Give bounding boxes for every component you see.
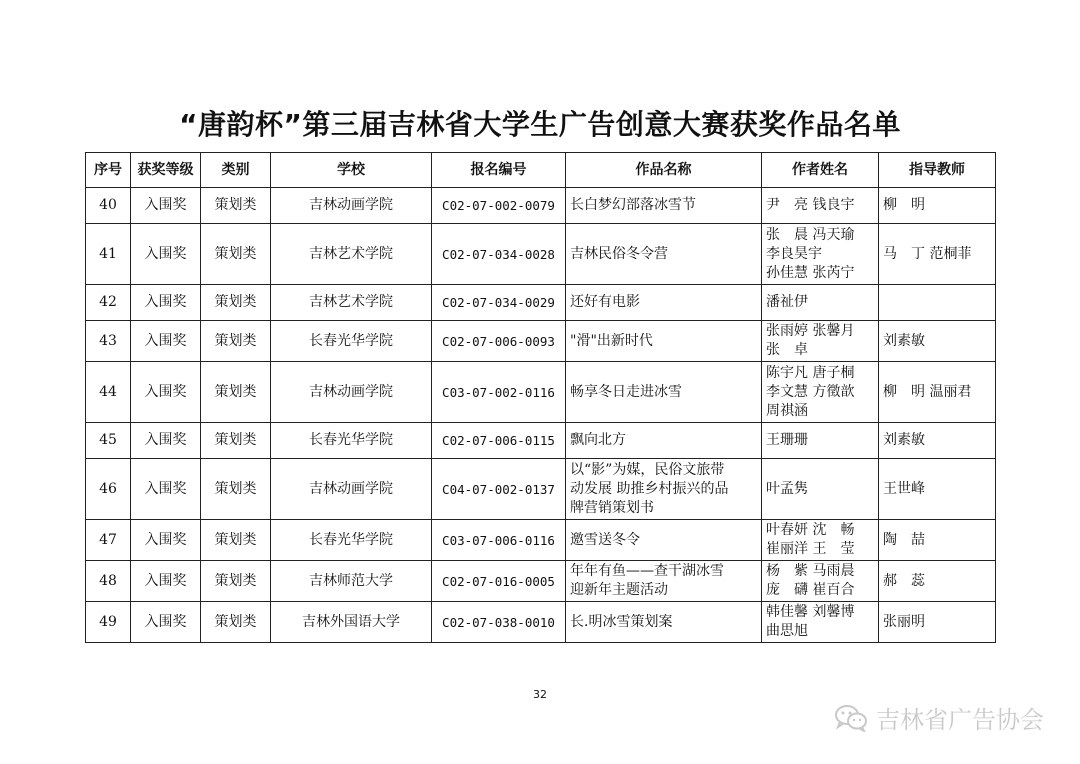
cell-code: C03-07-006-0116 xyxy=(432,520,566,561)
table-row xyxy=(86,602,996,643)
cell-school: 吉林艺术学院 xyxy=(271,224,432,285)
watermark xyxy=(834,700,1044,735)
cell-code: C04-07-002-0137 xyxy=(432,459,566,520)
table-row xyxy=(86,321,996,362)
cell-authors xyxy=(762,321,879,362)
cell-authors-line: 韩佳馨 刘馨博 xyxy=(766,604,855,620)
cell-authors xyxy=(762,224,879,285)
table-row xyxy=(86,561,996,602)
cell-teachers-line: 刘素敏 xyxy=(883,332,925,349)
cell-code: C02-07-034-0029 xyxy=(432,285,566,321)
cell-code: C02-07-034-0028 xyxy=(432,224,566,285)
cell-teachers xyxy=(879,561,996,602)
cell-code: C02-07-006-0115 xyxy=(432,423,566,459)
cell-teachers xyxy=(879,321,996,362)
cell-school: 吉林师范大学 xyxy=(271,561,432,602)
cell-code: C02-07-002-0079 xyxy=(432,188,566,224)
cell-authors-line: 李文慧 方徵歆 xyxy=(766,383,855,400)
cell-category: 策划类 xyxy=(201,362,271,423)
cell-work-line: 吉林民俗冬令营 xyxy=(570,245,668,262)
cell-authors-line: 周祺涵 xyxy=(766,402,808,419)
cell-teachers xyxy=(879,602,996,643)
cell-award: 入围奖 xyxy=(131,321,201,362)
cell-teachers-line: 张丽明 xyxy=(883,613,925,630)
cell-work-line: 飘向北方 xyxy=(570,432,626,448)
header-no: 序号 xyxy=(86,153,131,188)
cell-work-line: 牌营销策划书 xyxy=(570,499,654,516)
cell-category: 策划类 xyxy=(201,459,271,520)
cell-authors xyxy=(762,285,879,321)
cell-category: 策划类 xyxy=(201,520,271,561)
document-title: “唐韵杯”第三届吉林省大学生广告创意大赛获奖作品名单 xyxy=(179,108,901,141)
cell-work-line: 长白梦幻部落冰雪节 xyxy=(570,197,696,213)
wechat-icon xyxy=(834,704,868,732)
cell-work-line: 还好有电影 xyxy=(570,294,640,310)
watermark-text: 吉林省广告协会 xyxy=(876,706,1044,734)
cell-award: 入围奖 xyxy=(131,285,201,321)
page-number: 32 xyxy=(533,688,547,701)
cell-work xyxy=(566,188,762,224)
table-row xyxy=(86,520,996,561)
cell-authors-line: 杨 紫 马雨晨 xyxy=(766,563,855,579)
cell-teachers-line: 柳 明 xyxy=(883,197,925,213)
cell-no: 45 xyxy=(86,423,131,459)
cell-teachers-line: 陶 喆 xyxy=(883,531,925,548)
cell-category: 策划类 xyxy=(201,423,271,459)
cell-teachers-line: 刘素敏 xyxy=(883,432,925,448)
cell-work xyxy=(566,561,762,602)
cell-teachers xyxy=(879,362,996,423)
cell-work xyxy=(566,520,762,561)
cell-work xyxy=(566,362,762,423)
cell-work xyxy=(566,321,762,362)
cell-work-line: 年年有鱼——查干湖冰雪 xyxy=(570,563,724,579)
cell-award: 入围奖 xyxy=(131,561,201,602)
cell-school: 长春光华学院 xyxy=(271,423,432,459)
cell-teachers-line: 郝 蕊 xyxy=(883,572,925,589)
table-row xyxy=(86,224,996,285)
cell-school: 长春光华学院 xyxy=(271,520,432,561)
header-work: 作品名称 xyxy=(566,153,762,188)
cell-authors-line: 陈宇凡 唐子桐 xyxy=(766,364,855,381)
cell-school: 长春光华学院 xyxy=(271,321,432,362)
cell-teachers-line: 马 丁 范桐菲 xyxy=(883,245,972,262)
cell-authors xyxy=(762,602,879,643)
cell-work xyxy=(566,285,762,321)
cell-no: 46 xyxy=(86,459,131,520)
header-authors: 作者姓名 xyxy=(762,153,879,188)
cell-code: C03-07-002-0116 xyxy=(432,362,566,423)
table-body xyxy=(86,188,996,643)
table-row xyxy=(86,188,996,224)
cell-award: 入围奖 xyxy=(131,459,201,520)
cell-work-line: 动发展 助推乡村振兴的品 xyxy=(570,480,729,497)
cell-authors-line: 王珊珊 xyxy=(766,432,808,448)
cell-work xyxy=(566,459,762,520)
cell-authors-line: 叶孟隽 xyxy=(766,480,808,497)
cell-authors-line: 张 晨 冯天瑜 xyxy=(766,226,855,243)
cell-work xyxy=(566,423,762,459)
cell-category: 策划类 xyxy=(201,188,271,224)
cell-authors xyxy=(762,459,879,520)
cell-authors-line: 李良昊宇 xyxy=(766,245,822,262)
table-row xyxy=(86,459,996,520)
cell-authors-line: 庞 礴 崔百合 xyxy=(766,582,855,598)
cell-award: 入围奖 xyxy=(131,188,201,224)
cell-authors-line: 潘祉伊 xyxy=(766,294,808,310)
cell-authors-line: 叶春妍 沈 畅 xyxy=(766,522,855,538)
cell-school: 吉林动画学院 xyxy=(271,459,432,520)
cell-code: C02-07-038-0010 xyxy=(432,602,566,643)
cell-no: 43 xyxy=(86,321,131,362)
cell-school: 吉林动画学院 xyxy=(271,362,432,423)
cell-no: 40 xyxy=(86,188,131,224)
cell-school: 吉林动画学院 xyxy=(271,188,432,224)
awards-table xyxy=(85,152,996,643)
cell-teachers xyxy=(879,188,996,224)
cell-authors xyxy=(762,362,879,423)
cell-work-line: 长.明冰雪策划案 xyxy=(570,613,673,630)
cell-code: C02-07-016-0005 xyxy=(432,561,566,602)
cell-teachers xyxy=(879,520,996,561)
cell-authors-line: 曲思旭 xyxy=(766,623,808,639)
cell-award: 入围奖 xyxy=(131,520,201,561)
table-header-row xyxy=(86,153,996,188)
cell-no: 47 xyxy=(86,520,131,561)
cell-category: 策划类 xyxy=(201,561,271,602)
header-school: 学校 xyxy=(271,153,432,188)
cell-teachers xyxy=(879,224,996,285)
cell-teachers xyxy=(879,423,996,459)
cell-no: 48 xyxy=(86,561,131,602)
cell-authors-line: 张雨婷 张馨月 xyxy=(766,323,855,339)
cell-authors xyxy=(762,561,879,602)
cell-work xyxy=(566,224,762,285)
cell-authors-line: 张 卓 xyxy=(766,342,808,358)
cell-category: 策划类 xyxy=(201,224,271,285)
cell-work xyxy=(566,602,762,643)
cell-no: 41 xyxy=(86,224,131,285)
cell-award: 入围奖 xyxy=(131,423,201,459)
cell-award: 入围奖 xyxy=(131,602,201,643)
cell-code: C02-07-006-0093 xyxy=(432,321,566,362)
table-row xyxy=(86,362,996,423)
header-code: 报名编号 xyxy=(432,153,566,188)
cell-work-line: 迎新年主题活动 xyxy=(570,582,668,598)
cell-school: 吉林艺术学院 xyxy=(271,285,432,321)
cell-award: 入围奖 xyxy=(131,362,201,423)
cell-teachers-line: 王世峰 xyxy=(883,480,925,497)
cell-teachers xyxy=(879,285,996,321)
header-award: 获奖等级 xyxy=(131,153,201,188)
table-row xyxy=(86,423,996,459)
cell-no: 42 xyxy=(86,285,131,321)
header-teachers: 指导教师 xyxy=(879,153,996,188)
cell-category: 策划类 xyxy=(201,285,271,321)
cell-authors xyxy=(762,188,879,224)
cell-category: 策划类 xyxy=(201,602,271,643)
cell-no: 44 xyxy=(86,362,131,423)
cell-work-line: 畅享冬日走进冰雪 xyxy=(570,383,682,400)
cell-authors-line: 孙佳慧 张芮宁 xyxy=(766,264,855,281)
cell-work-line: "滑"出新时代 xyxy=(570,332,653,349)
header-category: 类别 xyxy=(201,153,271,188)
cell-school: 吉林外国语大学 xyxy=(271,602,432,643)
cell-work-line: 以“影”为媒，民俗文旅带 xyxy=(570,461,725,478)
cell-authors xyxy=(762,520,879,561)
table-row xyxy=(86,285,996,321)
cell-category: 策划类 xyxy=(201,321,271,362)
cell-authors xyxy=(762,423,879,459)
cell-teachers xyxy=(879,459,996,520)
cell-teachers-line: 柳 明 温丽君 xyxy=(883,383,972,400)
cell-no: 49 xyxy=(86,602,131,643)
cell-authors-line: 尹 亮 钱良宇 xyxy=(766,197,855,213)
cell-award: 入围奖 xyxy=(131,224,201,285)
cell-work-line: 邀雪送冬令 xyxy=(570,531,640,548)
cell-authors-line: 崔丽洋 王 莹 xyxy=(766,541,855,557)
